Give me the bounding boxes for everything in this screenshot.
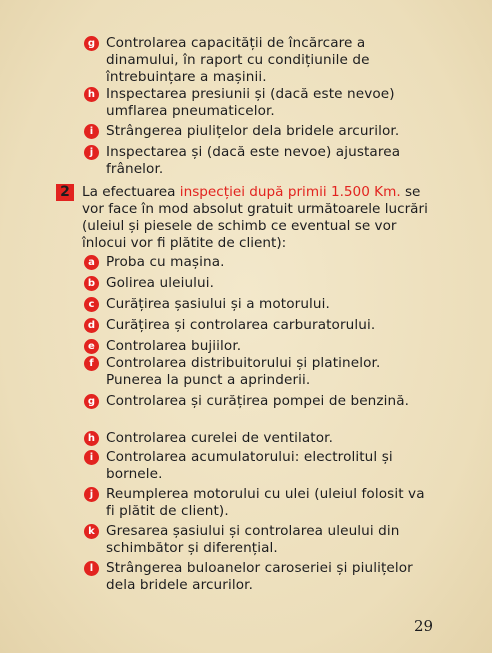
list-item-text: Gresarea șasiului și controlarea uleului din schimbător și diferențial. bbox=[106, 523, 400, 556]
list-item-text: Strângerea piulițelor dela bridele arcurilor. bbox=[106, 123, 400, 139]
bullet-letter: g bbox=[84, 394, 99, 409]
section-intro bbox=[82, 184, 434, 252]
bullet-letter: a bbox=[84, 255, 99, 270]
list-item bbox=[84, 86, 434, 120]
list-item bbox=[84, 355, 434, 389]
list-item-text: Curățirea și controlarea carburatorului. bbox=[106, 317, 376, 333]
bullet-letter: d bbox=[84, 318, 99, 333]
bullet-letter: f bbox=[84, 356, 99, 371]
list-item-text: Reumplerea motorului cu ulei (uleiul folosit va fi plătit de client). bbox=[106, 486, 425, 519]
list-item-text: Curățirea șasiului și a motorului. bbox=[106, 296, 330, 312]
list-item bbox=[84, 486, 434, 520]
intro-text-after: se vor face în mod absolut gratuit următoarele lucrări (uleiul și piesele de schimb ce eventual se vor înlocui vor fi plătite de client): bbox=[82, 184, 428, 251]
list-item-text: Inspectarea presiunii și (dacă este nevoe) umflarea pneumaticelor. bbox=[106, 86, 395, 119]
list-item-text: Golirea uleiului. bbox=[106, 275, 215, 291]
bullet-letter: h bbox=[84, 431, 99, 446]
list-item bbox=[84, 338, 434, 355]
bullet-letter: i bbox=[84, 124, 99, 139]
bullet-letter: h bbox=[84, 87, 99, 102]
list-item bbox=[84, 393, 434, 410]
bullet-letter: b bbox=[84, 276, 99, 291]
bullet-letter: e bbox=[84, 339, 99, 354]
list-item-text: Strângerea buloanelor caroseriei și piulițelor dela bridele arcurilor. bbox=[106, 560, 413, 593]
bullet-letter: l bbox=[84, 561, 99, 576]
bullet-letter: g bbox=[84, 36, 99, 51]
page-number: 29 bbox=[414, 617, 434, 635]
list-item bbox=[84, 123, 434, 140]
list-item bbox=[84, 35, 434, 86]
intro-highlight: inspecției după primii 1.500 Km. bbox=[179, 184, 401, 200]
list-item bbox=[84, 430, 434, 447]
list-item-text: Proba cu mașina. bbox=[106, 254, 225, 270]
list-item-text: Inspectarea și (dacă este nevoe) ajustarea frânelor. bbox=[106, 144, 401, 177]
bullet-letter: i bbox=[84, 450, 99, 465]
bullet-letter: k bbox=[84, 524, 99, 539]
list-item bbox=[84, 144, 434, 178]
section-number: 2 bbox=[56, 184, 74, 201]
intro-text-before: La efectuarea bbox=[82, 184, 180, 200]
list-item-text: Controlarea acumulatorului: electrolitul și bornele. bbox=[106, 449, 393, 482]
bullet-letter: j bbox=[84, 487, 99, 502]
list-item bbox=[84, 317, 434, 334]
list-item bbox=[84, 275, 434, 292]
list-item bbox=[84, 523, 434, 557]
list-item bbox=[84, 296, 434, 313]
list-item-text: Controlarea bujiilor. bbox=[106, 338, 242, 354]
list-item bbox=[84, 254, 434, 271]
bullet-letter: j bbox=[84, 145, 99, 160]
list-item bbox=[84, 449, 434, 483]
list-item-text: Controlarea capacității de încărcare a dinamului, în raport cu condițiunile de întrebuințare a mașinii. bbox=[106, 35, 370, 85]
list-item-text: Controlarea și curățirea pompei de benzină. bbox=[106, 393, 410, 409]
list-item-text: Controlarea curelei de ventilator. bbox=[106, 430, 334, 446]
list-item-text: Controlarea distribuitorului și platinelor. Punerea la punct a aprinderii. bbox=[106, 355, 381, 388]
list-item bbox=[84, 560, 434, 594]
bullet-letter: c bbox=[84, 297, 99, 312]
